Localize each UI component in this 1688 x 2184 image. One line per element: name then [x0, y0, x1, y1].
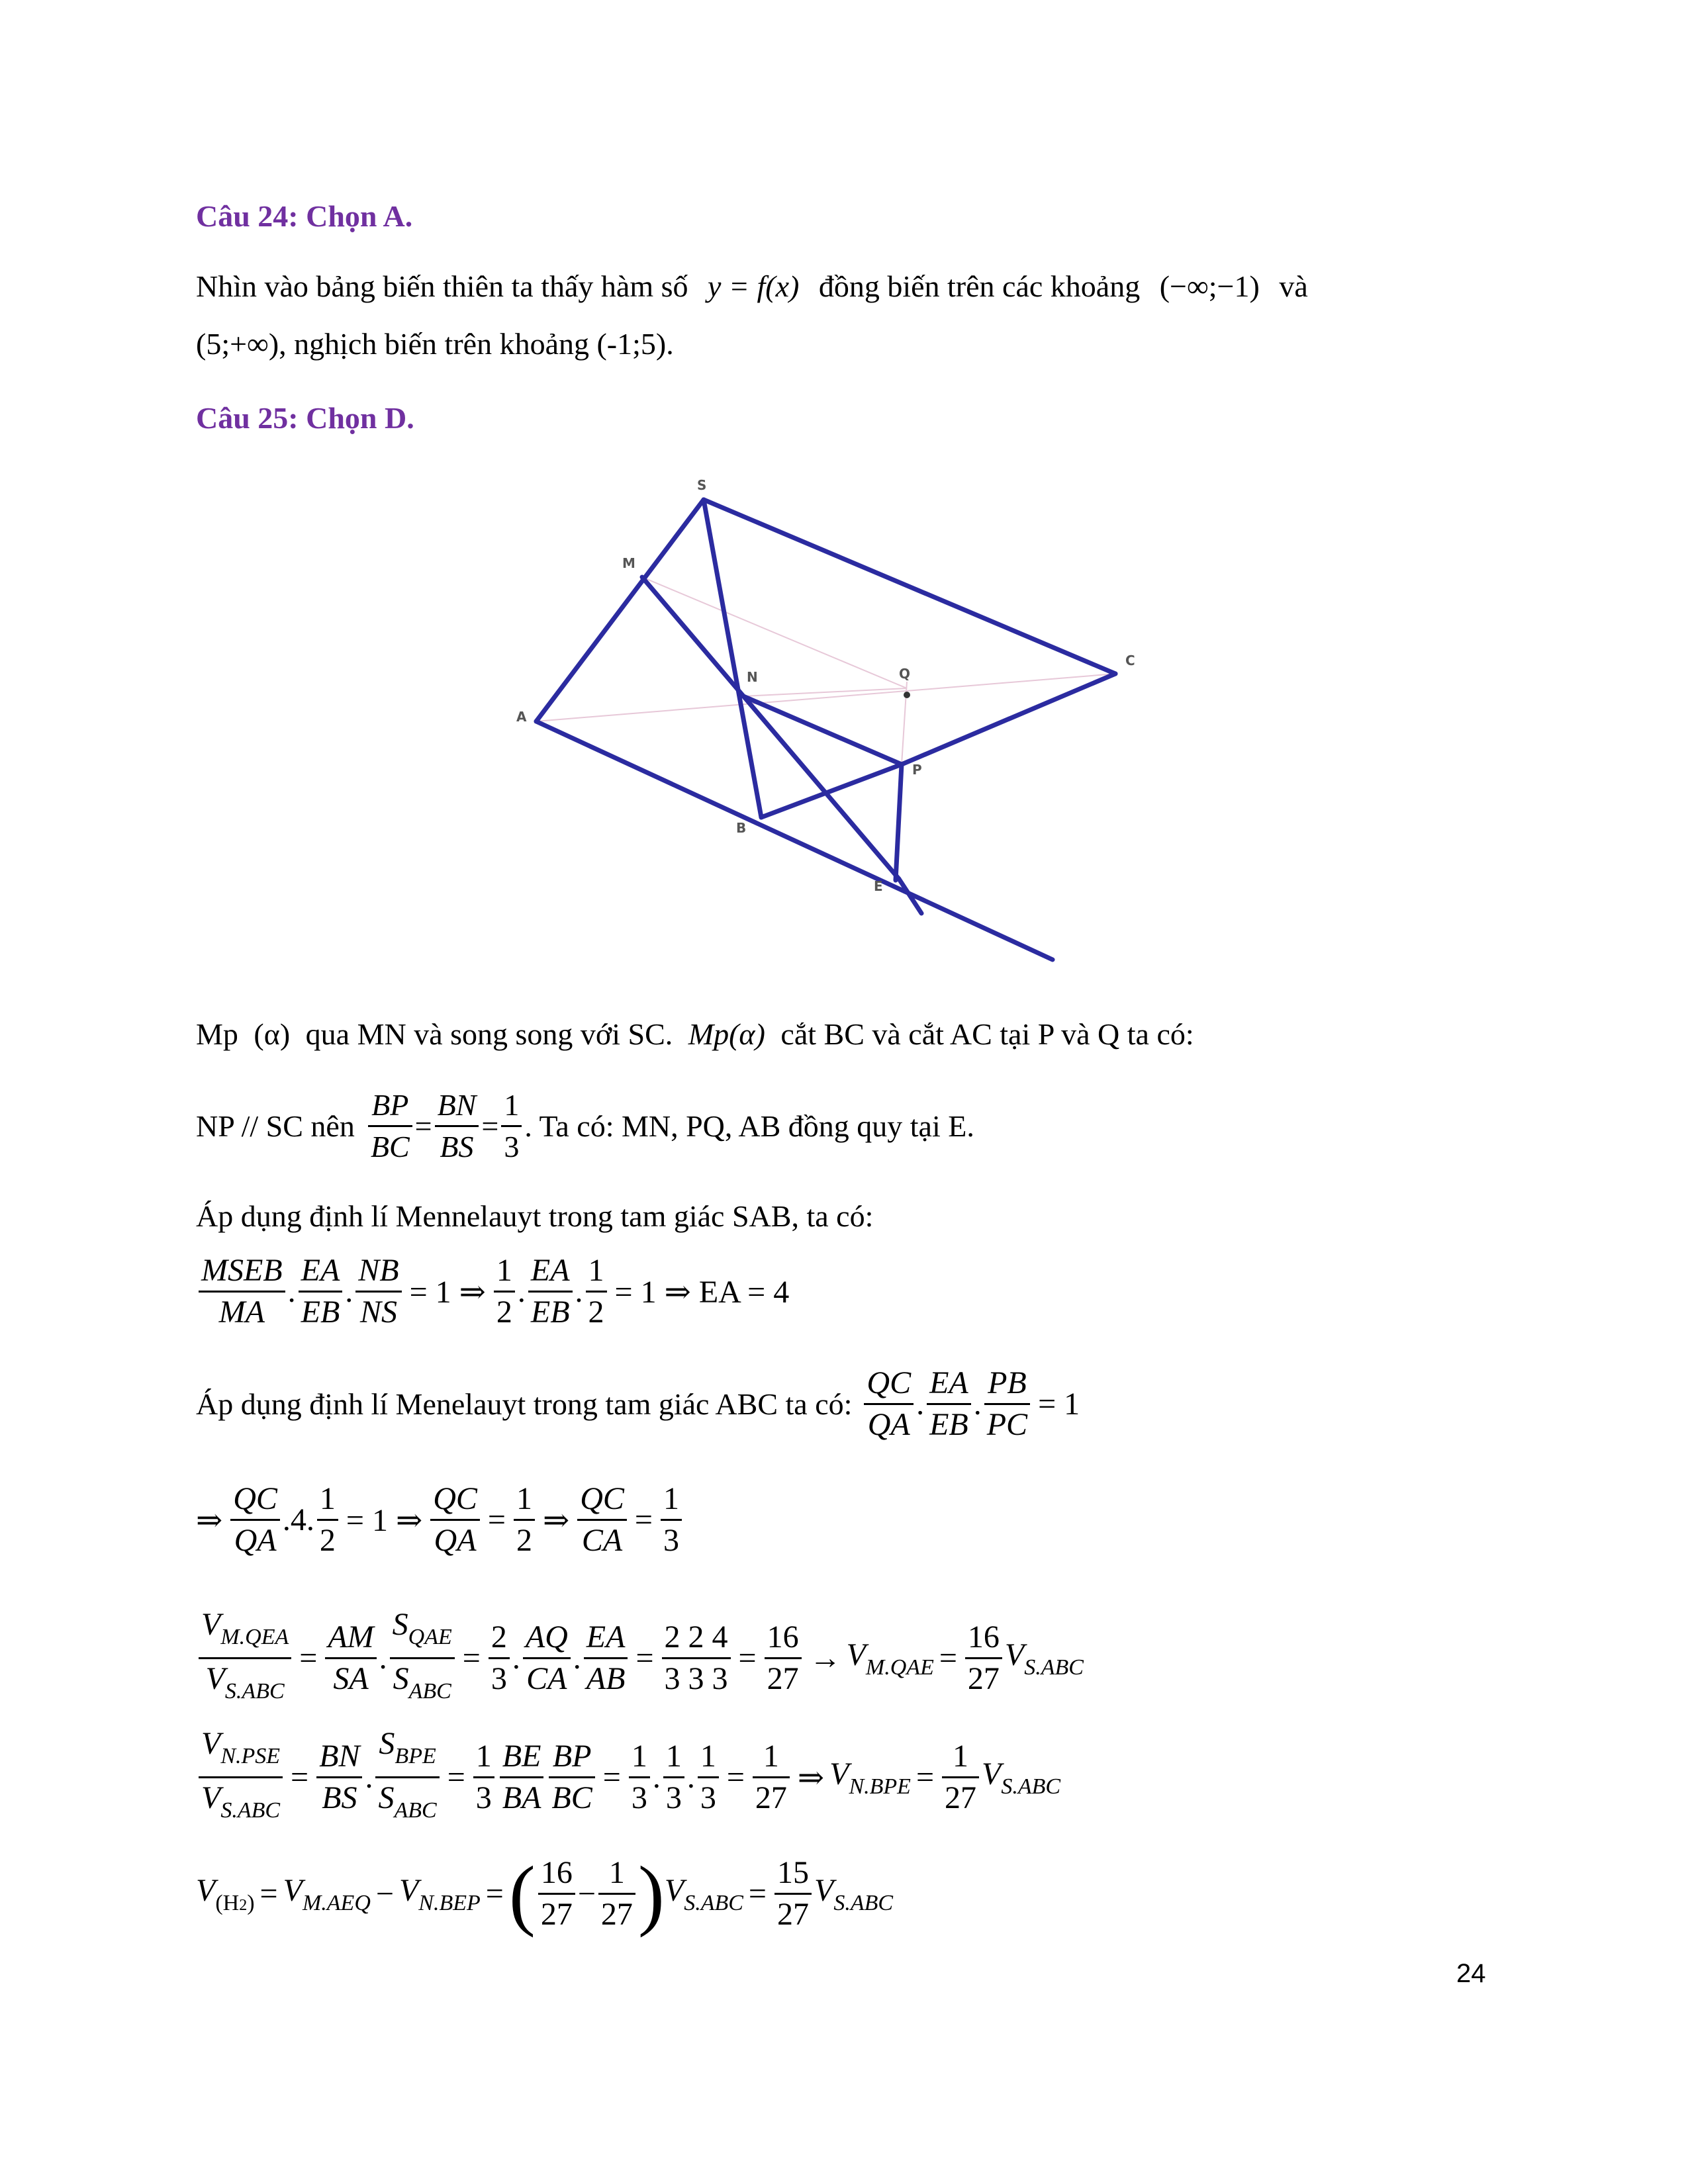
p2-mp-alpha: Mp(α)	[688, 1017, 765, 1051]
eq5-frac-16-27: $\frac{16}{27}$	[538, 1853, 575, 1934]
line-NP	[743, 696, 902, 764]
page-number: 24	[1456, 1959, 1486, 1988]
point-Q-dot	[904, 692, 910, 698]
label-N: N	[747, 669, 758, 685]
eq2-frac5: $\frac{QC}{CA}$	[577, 1479, 627, 1561]
p3-text-a: NP // SC nên	[196, 1109, 355, 1143]
p3-text-b: . Ta có: MN, PQ, AB đồng quy tại E.	[524, 1109, 974, 1143]
p5-frac3: $\frac{PB}{PC}$	[984, 1363, 1030, 1445]
p1-text-c: và	[1279, 269, 1308, 303]
p1-text-a: Nhìn vào bảng biến thiên ta thấy hàm số	[196, 269, 688, 303]
paragraph-25-menelaus-abc: Áp dụng định lí Menelauyt trong tam giác ABC ta có: $\frac{QC}{QA}$ . $\frac{EA}{EB}$ . $\frac{PB}{PC}$ = 1	[196, 1363, 1085, 1445]
eq2-frac6: $\frac{1}{3}$	[661, 1479, 682, 1561]
p5-frac1: $\frac{QC}{QA}$	[864, 1363, 914, 1445]
line-PC	[902, 674, 1115, 764]
eq2-frac3: $\frac{QC}{QA}$	[430, 1479, 480, 1561]
eq4-frac-c: $\frac{1}{3}$	[698, 1737, 719, 1818]
paragraph-25-np: NP // SC nên $\frac{BP}{BC}$ = $\frac{BN}{BS}$ = $\frac{1}{3}$ . Ta có: MN, PQ, AB đồng quy tại E.	[196, 1085, 974, 1167]
label-P: P	[912, 762, 922, 778]
geometry-figure	[503, 463, 1135, 993]
line-PE	[896, 764, 902, 880]
question-25-title: Câu 25: Chọn D.	[196, 401, 414, 435]
paragraph-24-line1	[196, 268, 1493, 305]
p2-text-d: cắt BC và cắt AC tại P và Q ta có:	[780, 1017, 1194, 1051]
eq1-frac2: $\frac{EA}{EB}$	[299, 1251, 343, 1332]
label-S: S	[697, 477, 707, 493]
eq1-frac6: $\frac{1}{2}$	[586, 1251, 607, 1332]
eq4-frac-s: $\frac{S_{BPE}}{S_{ABC}}$	[375, 1724, 439, 1831]
p1-interval1: (−∞;−1)	[1159, 269, 1260, 303]
eq2-frac1: $\frac{QC}{QA}$	[230, 1479, 280, 1561]
line-ME	[642, 577, 899, 879]
label-E: E	[874, 878, 883, 894]
label-C: C	[1125, 653, 1135, 668]
p2-alpha: (α)	[254, 1017, 291, 1051]
eq3-frac-ea-ab: $\frac{EA}{AB}$	[584, 1617, 628, 1699]
eq4-frac-b: $\frac{1}{3}$	[663, 1737, 684, 1818]
eq3-frac-s: $\frac{S_{QAE}}{S_{ABC}}$	[390, 1605, 455, 1711]
eq3-frac-16-27-b: $\frac{16}{27}$	[965, 1617, 1002, 1699]
label-M: M	[622, 555, 635, 571]
fraction-bn-bs: $\frac{BN}{BS}$	[435, 1085, 479, 1167]
eq3-frac-aq-ca: $\frac{AQ}{CA}$	[523, 1617, 571, 1699]
eq4-frac-bn-bs: $\frac{BN}{BS}$	[316, 1737, 362, 1818]
eq4-frac-1-27: $\frac{1}{27}$	[753, 1737, 790, 1818]
p1-text-d: , nghịch biến trên khoảng (-1;5).	[279, 327, 674, 361]
eq5-frac-15-27: $\frac{15}{27}$	[774, 1853, 812, 1934]
equation-2: ⇒ $\frac{QC}{QA}$ .4. $\frac{1}{2}$ = 1 ⇒ $\frac{QC}{QA}$ = $\frac{1}{2}$ ⇒ $\frac{QC}{CA}$ = $\frac{1}{3}$	[196, 1479, 684, 1561]
eq4-frac-a: $\frac{1}{3}$	[629, 1737, 650, 1818]
eq3-frac-v: $\frac{V_{M.QEA}}{V_{S.ABC}}$	[199, 1605, 291, 1711]
paragraph-25-mp	[196, 1016, 1194, 1053]
eq1-frac5: $\frac{EA}{EB}$	[528, 1251, 573, 1332]
p1-text-b: đồng biến trên các khoảng	[818, 269, 1141, 303]
equation-4: $\frac{V_{N.PSE}}{V_{S.ABC}}$ = $\frac{BN}{BS}$ . $\frac{S_{BPE}}{S_{ABC}}$ = $\frac{1}{3}$ $\frac{BE}{BA}$ $\frac{BP}{BC}$ = $\frac{1}{3}$ . $\frac{1}{3}$ . $\frac{1}{3}$ = $\frac{1}{27}$ ⇒ $V_{N.BPE}$ = $\frac{1}{27}$ $V_{S.ABC}$	[196, 1724, 1060, 1831]
equation-3: $\frac{V_{M.QEA}}{V_{S.ABC}}$ = $\frac{AM}{SA}$ . $\frac{S_{QAE}}{S_{ABC}}$ = $\frac{2}{3}$ . $\frac{AQ}{CA}$ . $\frac{EA}{AB}$ = $\frac{2 2 4}{3 3 3}$ = $\frac{16}{27}$ → $V_{M.QAE}$ = $\frac{16}{27}$ $V_{S.ABC}$	[196, 1605, 1084, 1711]
label-B: B	[736, 820, 747, 836]
p5-frac2: $\frac{EA}{EB}$	[927, 1363, 971, 1445]
p2-text-b: qua MN và song song với SC.	[305, 1017, 673, 1051]
eq2-frac4: $\frac{1}{2}$	[514, 1479, 535, 1561]
eq4-frac-be-ba: $\frac{BE}{BA}$	[500, 1737, 544, 1818]
paragraph-24-line2	[196, 326, 674, 363]
eq4-frac-v: $\frac{V_{N.PSE}}{V_{S.ABC}}$	[199, 1724, 283, 1831]
line-AC	[536, 674, 1115, 721]
eq4-frac-bp-bc: $\frac{BP}{BC}$	[549, 1737, 594, 1818]
label-A: A	[516, 709, 527, 725]
eq1-frac3: $\frac{NB}{NS}$	[355, 1251, 401, 1332]
eq3-frac-am-sa: $\frac{AM}{SA}$	[325, 1617, 376, 1699]
question-24-title: Câu 24: Chọn A.	[196, 199, 413, 233]
line-MQ	[642, 577, 907, 688]
eq4-frac-1-3: $\frac{1}{3}$	[473, 1737, 494, 1818]
eq1-frac4: $\frac{1}{2}$	[494, 1251, 515, 1332]
eq3-frac-2-3: $\frac{2}{3}$	[489, 1617, 510, 1699]
line-SC	[704, 500, 1115, 674]
fraction-one-third: $\frac{1}{3}$	[501, 1085, 522, 1167]
fraction-bp-bc: $\frac{BP}{BC}$	[368, 1085, 412, 1167]
eq3-frac-224-333: $\frac{2 2 4}{3 3 3}$	[662, 1617, 731, 1699]
p1-function: y = f(x)	[708, 269, 800, 303]
eq3-frac-16-27: $\frac{16}{27}$	[765, 1617, 802, 1699]
equation-1: $\frac{\text{MSEB}}{MA}$ . $\frac{EA}{EB}$ . $\frac{NB}{NS}$ = 1 ⇒ $\frac{1}{2}$ . $\frac{EA}{EB}$ . $\frac{1}{2}$ = 1 ⇒ EA = 4	[196, 1251, 794, 1332]
eq2-frac2: $\frac{1}{2}$	[317, 1479, 338, 1561]
p1-interval2: (5;+∞)	[196, 327, 279, 361]
eq5-frac-1-27: $\frac{1}{27}$	[598, 1853, 635, 1934]
paragraph-25-menelaus-sab: Áp dụng định lí Mennelauyt trong tam giác SAB, ta có:	[196, 1199, 874, 1233]
label-Q: Q	[899, 666, 911, 682]
p2-text-a: Mp	[196, 1017, 238, 1051]
equation-5: $V_{(H2)}$ = $V_{M.AEQ}$ − $V_{N.BEP}$ = ( $\frac{16}{27}$ − $\frac{1}{27}$ ) $V_{S.ABC}$ = $\frac{15}{27}$ $V_{S.ABC}$	[196, 1849, 894, 1938]
eq4-frac-1-27-b: $\frac{1}{27}$	[942, 1737, 979, 1818]
line-SA	[536, 500, 704, 721]
line-BP	[761, 764, 902, 817]
eq1-frac1: $\frac{\text{MSEB}}{MA}$	[199, 1251, 285, 1332]
